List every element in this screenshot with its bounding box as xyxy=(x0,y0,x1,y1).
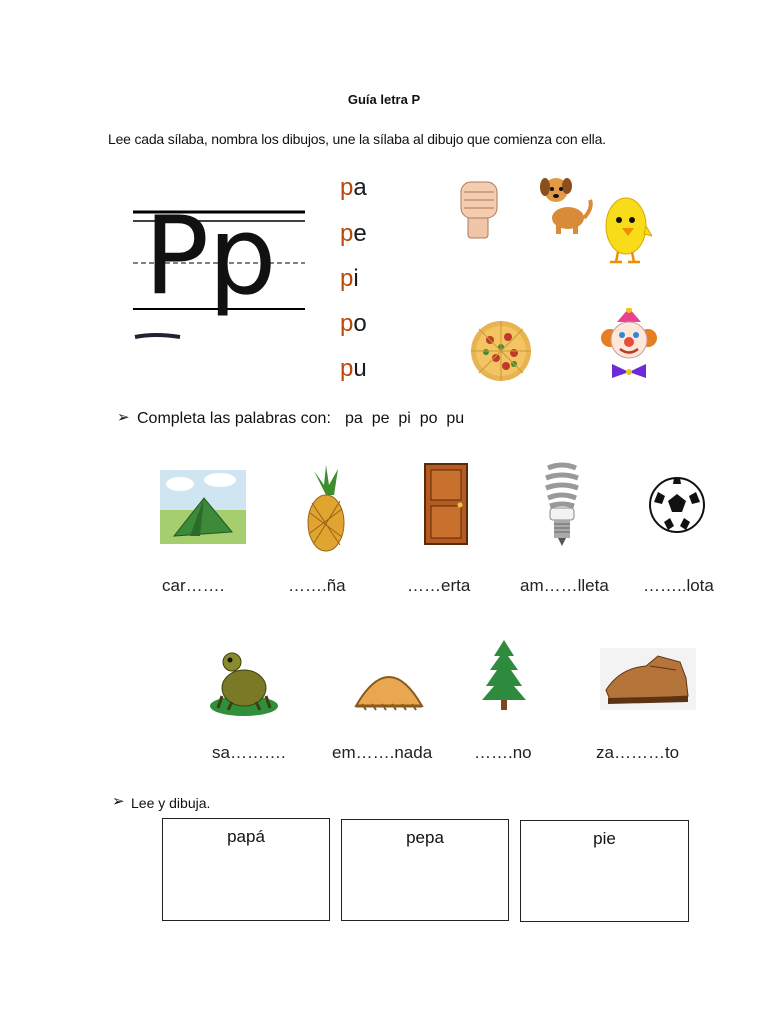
syllable-options: pa pe pi po pu xyxy=(345,410,465,427)
door-icon xyxy=(424,463,468,550)
word-row2-2: em…….nada xyxy=(332,743,433,762)
syllable-pi: pi xyxy=(340,265,359,292)
syllable-pe: pe xyxy=(340,220,367,247)
word-row2-3: …….no xyxy=(474,743,532,762)
syllable-pu: pu xyxy=(340,355,367,382)
shoe-icon xyxy=(600,648,696,715)
section3-bullet: ➢ xyxy=(112,793,125,810)
fist-icon xyxy=(456,176,502,245)
lightbulb-icon xyxy=(540,460,584,555)
word-row1-3: ……erta xyxy=(407,576,471,595)
word-row1-2: …….ña xyxy=(288,576,346,595)
draw-box-label: pie xyxy=(593,829,616,848)
draw-box-1[interactable] xyxy=(162,818,330,921)
clown-icon xyxy=(600,308,658,385)
chick-icon xyxy=(604,190,652,269)
puppy-icon xyxy=(536,172,596,243)
word-row1-5: ……..lota xyxy=(643,576,714,595)
big-letter-upper: P xyxy=(144,194,210,319)
section3-label: Lee y dibuja. xyxy=(131,795,211,811)
tent-icon xyxy=(160,470,246,549)
soccer-ball-icon xyxy=(648,474,706,541)
word-row1-4: am……lleta xyxy=(520,576,609,595)
syllable-po: po xyxy=(340,310,367,337)
letter-guide xyxy=(130,194,310,345)
instruction-text: Lee cada sílaba, nombra los dibujos, une la sílaba al dibujo que comienza con ella. xyxy=(108,131,606,147)
draw-box-3[interactable] xyxy=(520,820,689,922)
draw-box-label: pepa xyxy=(406,828,444,847)
section2-label: Completa las palabras con: xyxy=(137,410,331,427)
word-row2-1: sa………. xyxy=(212,743,286,762)
pizza-icon xyxy=(470,320,532,387)
syllable-pa: pa xyxy=(340,174,367,201)
pine-tree-icon xyxy=(480,640,528,715)
word-row1-1: car……. xyxy=(162,576,225,595)
draw-box-label: papá xyxy=(227,827,265,846)
pineapple-icon xyxy=(304,465,348,558)
word-row2-4: za………to xyxy=(596,743,680,762)
empanada-icon xyxy=(352,662,426,721)
section2-bullet: ➢ xyxy=(117,409,130,426)
frog-icon xyxy=(208,652,278,723)
big-letter-lower: p xyxy=(208,194,277,319)
draw-box-2[interactable] xyxy=(341,819,509,921)
page-title: Guía letra P xyxy=(347,92,421,107)
